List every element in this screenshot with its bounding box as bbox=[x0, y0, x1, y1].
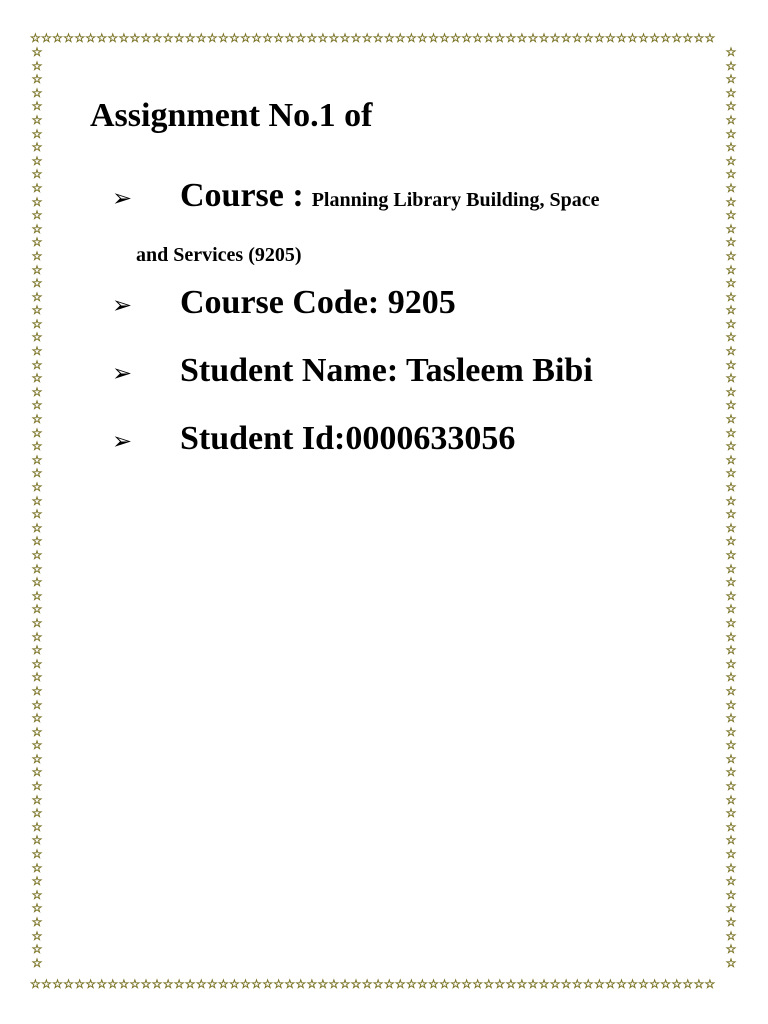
star-border-top: ☆☆☆☆☆☆☆☆☆☆☆☆☆☆☆☆☆☆☆☆☆☆☆☆☆☆☆☆☆☆☆☆☆☆☆☆☆☆☆☆☆☆☆☆☆☆☆☆☆☆☆☆☆☆☆☆☆☆☆☆☆☆ bbox=[30, 32, 716, 45]
arrow-bullet-icon: ➢ bbox=[112, 291, 133, 319]
course-value: Planning Library Building, Space bbox=[311, 189, 600, 211]
course-value-continued: and Services (9205) bbox=[136, 244, 302, 266]
student-id-bullet bbox=[112, 420, 515, 458]
star-border-right: ☆☆☆☆☆☆☆☆☆☆☆☆☆☆☆☆☆☆☆☆☆☆☆☆☆☆☆☆☆☆☆☆☆☆☆☆☆☆☆☆☆☆☆☆☆☆☆☆☆☆☆☆☆☆☆☆☆☆☆☆☆☆☆☆☆☆☆☆ bbox=[725, 46, 737, 970]
student-name: Student Name: Tasleem Bibi bbox=[180, 352, 593, 389]
course-code-bullet bbox=[112, 284, 456, 322]
arrow-bullet-icon: ➢ bbox=[112, 359, 133, 387]
student-name-bullet bbox=[112, 352, 593, 390]
course-label: Course : bbox=[180, 177, 304, 214]
page-title: Assignment No.1 of bbox=[90, 97, 373, 134]
star-border-left: ☆☆☆☆☆☆☆☆☆☆☆☆☆☆☆☆☆☆☆☆☆☆☆☆☆☆☆☆☆☆☆☆☆☆☆☆☆☆☆☆☆☆☆☆☆☆☆☆☆☆☆☆☆☆☆☆☆☆☆☆☆☆☆☆☆☆☆☆ bbox=[31, 46, 43, 970]
course-code: Course Code: 9205 bbox=[180, 284, 456, 321]
course-bullet bbox=[112, 177, 600, 215]
student-id: Student Id:0000633056 bbox=[180, 420, 516, 457]
star-border-bottom: ☆☆☆☆☆☆☆☆☆☆☆☆☆☆☆☆☆☆☆☆☆☆☆☆☆☆☆☆☆☆☆☆☆☆☆☆☆☆☆☆☆☆☆☆☆☆☆☆☆☆☆☆☆☆☆☆☆☆☆☆☆☆ bbox=[30, 978, 716, 991]
arrow-bullet-icon: ➢ bbox=[112, 184, 133, 212]
arrow-bullet-icon: ➢ bbox=[112, 427, 133, 455]
